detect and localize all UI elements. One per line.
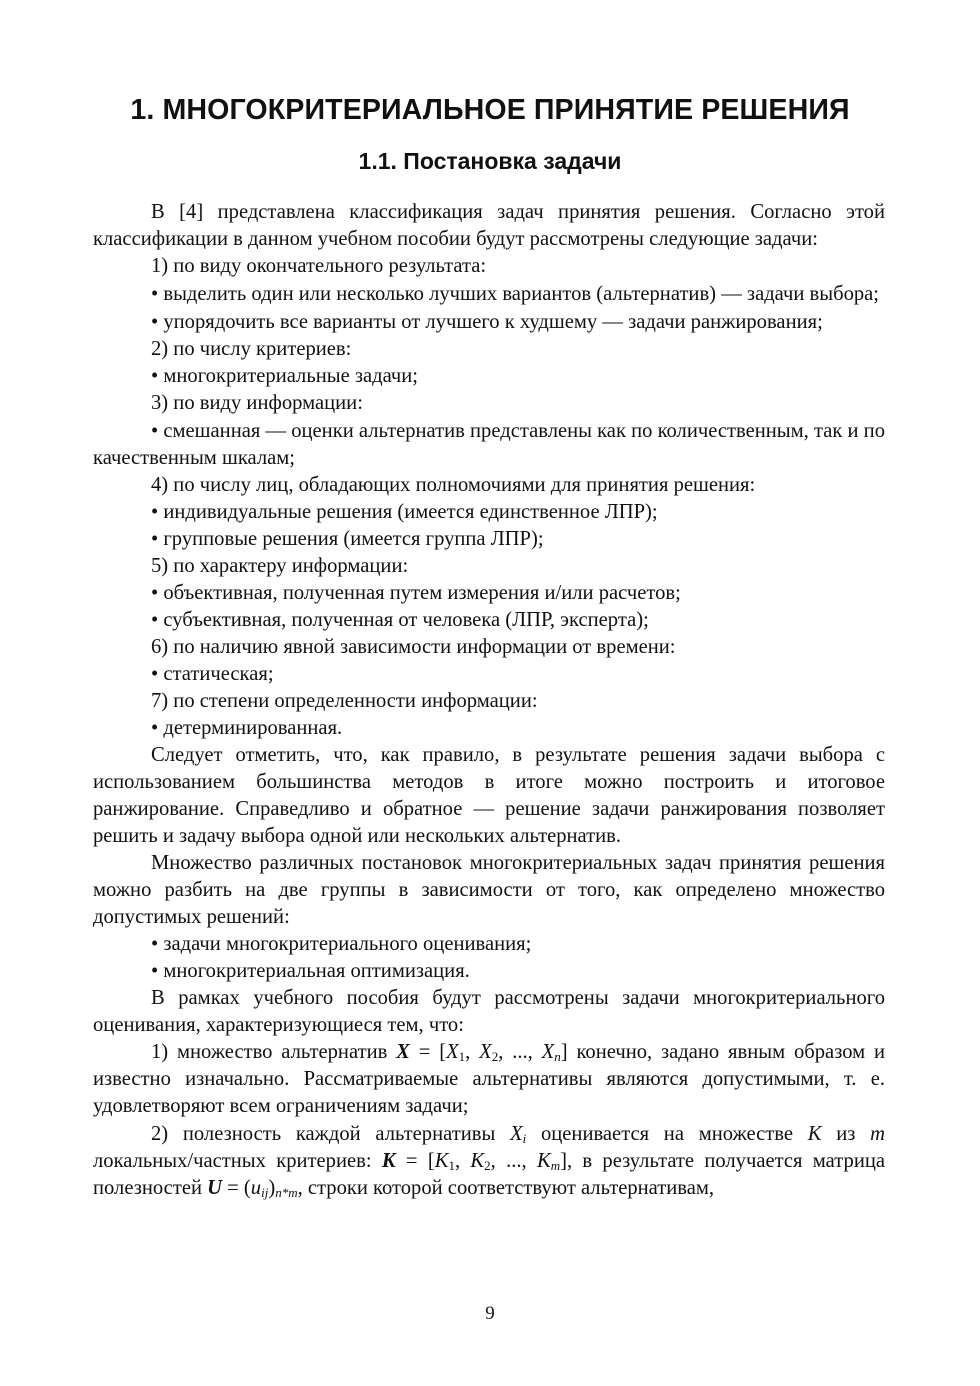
section-title: 1.1. Постановка задачи xyxy=(358,148,622,174)
bullet-subjective: • субъективная, полученная от человека (ЛПР, эксперта); xyxy=(151,609,649,631)
paragraph-groups: Множество различных постановок многокритериальных задач принятия решения можно разбить на две группы в зависимости от того, как определено множество допустимых решений: xyxy=(93,852,885,928)
bullet-evaluation: • задачи многокритериального оценивания; xyxy=(151,933,532,955)
bullet-static: • статическая; xyxy=(151,663,274,685)
paragraph-note: Следует отметить, что, как правило, в результате решения задачи выбора с использованием большинства методов в итоге можно построить и итоговое ранжирование. Справедливо и обратное — решение задачи ранжирования позволяет решить и задачу выбора одной или нескольких альтернатив. xyxy=(93,744,885,847)
bullet-mixed: • смешанная — оценки альтернатив представлены как по количественным, так и по качественным шкалам; xyxy=(93,420,885,469)
math-var-k-bold: K xyxy=(381,1150,396,1172)
list-item-result-type: 1) по виду окончательного результата: xyxy=(151,255,487,277)
bullet-objective: • объективная, полученная путем измерения и/или расчетов; xyxy=(151,582,681,604)
bullet-choice-tasks: • выделить один или несколько лучших вариантов (альтернатив) — задачи выбора; xyxy=(151,283,880,305)
list-item-alternatives-set: 1) множество альтернатив $X = [X_1$, $X_2$, ..., $X_n$] конечно, задано явным образом и известно изначально. Рассматриваемые альтернативы являются допустимыми, т. е. удовлетворяют всем ограничениям задачи; xyxy=(93,1041,885,1117)
paragraph-intro: В [4] представлена классификация задач принятия решения. Согласно этой классификации в данном учебном пособии будут рассмотрены следующие задачи: xyxy=(93,201,885,250)
list-item-info-character: 5) по характеру информации: xyxy=(151,555,409,577)
bullet-optimization: • многокритериальная оптимизация. xyxy=(151,960,470,982)
bullet-ranking-tasks: • упорядочить все варианты от лучшего к худшему — задачи ранжирования; xyxy=(151,311,823,333)
list-item-info-type: 3) по виду информации: xyxy=(151,392,363,414)
list-item-criteria-count: 2) по числу критериев: xyxy=(151,338,352,360)
page-number: 9 xyxy=(485,1303,495,1324)
chapter-title: 1. МНОГОКРИТЕРИАЛЬНОЕ ПРИНЯТИЕ РЕШЕНИЯ xyxy=(130,94,850,126)
list-item-utility: 2) полезность каждой альтернативы $X_i$ оценивается на множестве K из m локальных/частных критериев: $K = [K_1$, $K_2$, ..., $K_m$], в результате получается матрица полезностей $U = (u_{ij})_{n*m}$, строки которой соответствуют альтернативам, xyxy=(93,1123,886,1200)
list-item-certainty: 7) по степени определенности информации: xyxy=(151,690,538,712)
bullet-multicriteria: • многокритериальные задачи; xyxy=(151,365,419,387)
math-var-u-bold: U xyxy=(207,1177,223,1199)
bullet-individual: • индивидуальные решения (имеется единственное ЛПР); xyxy=(151,501,658,523)
body-text xyxy=(93,199,885,1202)
paragraph-scope: В рамках учебного пособия будут рассмотрены задачи многокритериального оценивания, характеризующиеся тем, что: xyxy=(93,987,885,1036)
bullet-group: • групповые решения (имеется группа ЛПР); xyxy=(151,528,544,550)
bullet-deterministic: • детерминированная. xyxy=(151,717,343,739)
math-var-x-bold: X xyxy=(396,1041,410,1063)
list-item-time-dependence: 6) по наличию явной зависимости информации от времени: xyxy=(151,636,676,658)
list-item-persons-count: 4) по числу лиц, обладающих полномочиями для принятия решения: xyxy=(151,474,756,496)
